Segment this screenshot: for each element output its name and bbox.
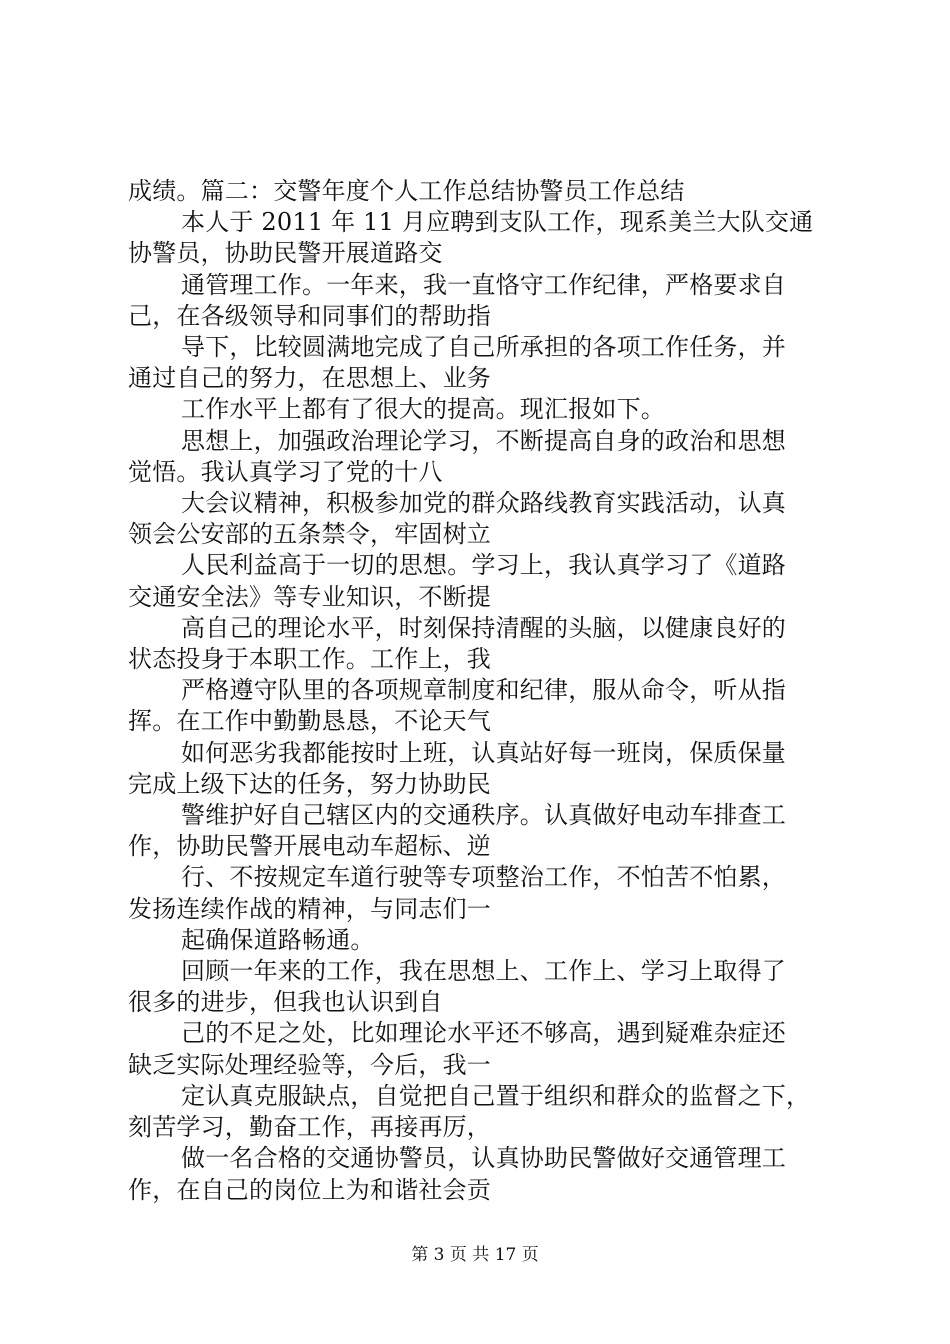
- text-line: 作，协助民警开展电动车超标、逆: [128, 832, 491, 861]
- text-line: 定认真克服缺点，自觉把自己置于组织和群众的监督之下，: [181, 1081, 811, 1110]
- text-line: 协警员，协助民警开展道路交: [128, 239, 443, 268]
- text-line: 领会公安部的五条禁令，牢固树立: [128, 520, 491, 549]
- text-line: 完成上级下达的任务，努力协助民: [128, 769, 491, 798]
- text-line: 思想上，加强政治理论学习，不断提高自身的政治和思想: [181, 426, 786, 455]
- text-line: 己的不足之处，比如理论水平还不够高，遇到疑难杂症还: [181, 1019, 786, 1048]
- text-line: 回顾一年来的工作，我在思想上、工作上、学习上取得了: [181, 957, 786, 986]
- page-footer: 第 3 页 共 17 页: [411, 1245, 539, 1265]
- text-line: 挥。在工作中勤勤恳恳，不论天气: [128, 707, 491, 736]
- text-line: 高自己的理论水平，时刻保持清醒的头脑，以健康良好的: [181, 613, 786, 642]
- text-line: 很多的进步，但我也认识到自: [128, 988, 443, 1017]
- text-line: 作，在自己的岗位上为和谐社会贡: [128, 1175, 491, 1204]
- text-line: 发扬连续作战的精神，与同志们一: [128, 894, 491, 923]
- text-line: 导下，比较圆满地完成了自己所承担的各项工作任务，并: [181, 333, 786, 362]
- text-line: 本人于 2011 年 11 月应聘到支队工作，现系美兰大队交通: [181, 208, 814, 237]
- text-line: 刻苦学习，勤奋工作，再接再厉，: [128, 1113, 491, 1142]
- text-line: 状态投身于本职工作。工作上，我: [128, 645, 491, 674]
- text-line: 人民利益高于一切的思想。学习上，我认真学习了《道路: [181, 551, 786, 580]
- text-line: 警维护好自己辖区内的交通秩序。认真做好电动车排查工: [181, 801, 786, 830]
- text-line: 觉悟。我认真学习了党的十八: [128, 457, 443, 486]
- text-line: 行、不按规定车道行驶等专项整治工作，不怕苦不怕累，: [181, 863, 786, 892]
- document-body: [128, 176, 838, 1206]
- text-line: 通管理工作。一年来，我一直恪守工作纪律，严格要求自: [181, 270, 786, 299]
- text-line: 通过自己的努力，在思想上、业务: [128, 364, 491, 393]
- text-line: 起确保道路畅通。: [181, 925, 375, 954]
- text-line: 工作水平上都有了很大的提高。现汇报如下。: [181, 395, 665, 424]
- text-line: 严格遵守队里的各项规章制度和纪律，服从命令，听从指: [181, 676, 786, 705]
- text-line: 成绩。篇二：交警年度个人工作总结协警员工作总结: [128, 177, 685, 205]
- text-line: 交通安全法》等专业知识，不断提: [128, 582, 491, 611]
- text-line: 缺乏实际处理经验等，今后，我一: [128, 1050, 491, 1079]
- text-line: 如何恶劣我都能按时上班，认真站好每一班岗，保质保量: [181, 738, 786, 767]
- text-line: 己，在各级领导和同事们的帮助指: [128, 301, 491, 330]
- text-line: 做一名合格的交通协警员，认真协助民警做好交通管理工: [181, 1144, 786, 1173]
- text-line: 大会议精神，积极参加党的群众路线教育实践活动，认真: [181, 489, 786, 518]
